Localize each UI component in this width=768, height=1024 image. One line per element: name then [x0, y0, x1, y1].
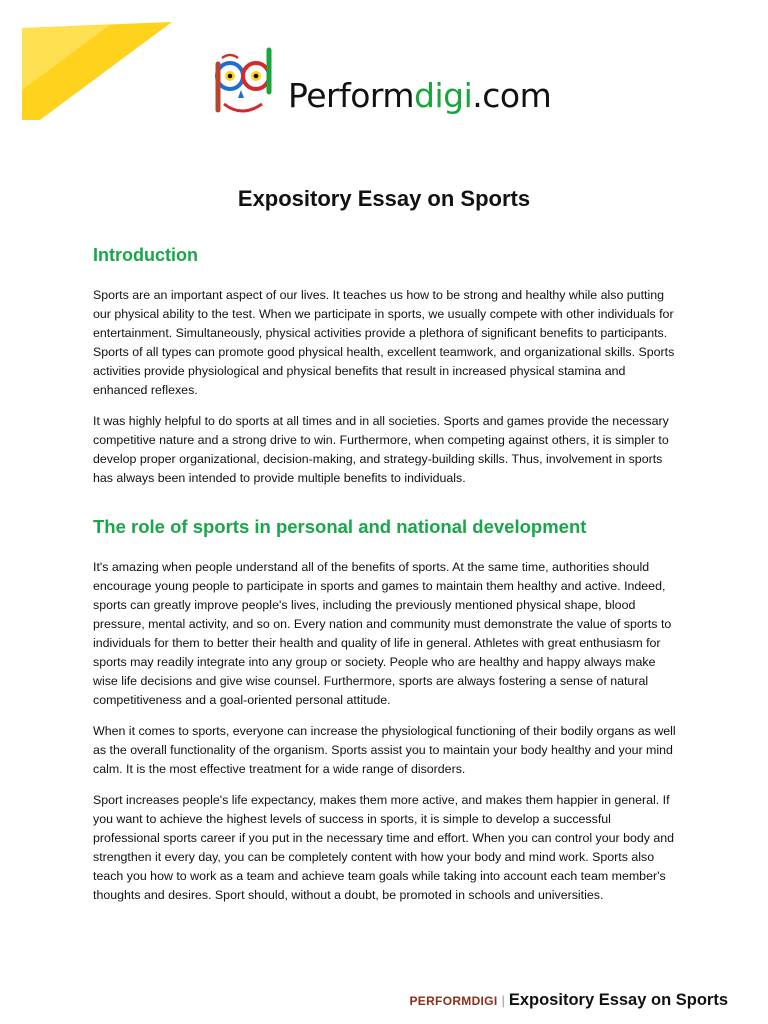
- logo-face-icon: [208, 46, 288, 126]
- section-heading-role-of-sports: The role of sports in personal and national development: [93, 516, 587, 537]
- page-footer: [409, 991, 728, 1010]
- paragraph: When it comes to sports, everyone can increase the physiological functioning of their bodily organs as well as the overall functionality of the organism. Sports assist you to maintain your body healthy and your mind calm. It is the most effective treatment for a wide range of disorders.: [93, 724, 676, 776]
- footer-title: Expository Essay on Sports: [508, 991, 728, 1009]
- paragraph: Sports are an important aspect of our lives. It teaches us how to be strong and healthy while also putting our physical ability to the test. When we participate in sports, we usually compete with other individuals for entertainment. Simultaneously, physical activities provide a plethora of significant benefits to participants. Sports of all types can promote good physical health, excellent teamwork, and organizational skills. Sports activities provide physiological and physical benefits that result in increased physical stamina and enhanced reflexes.: [93, 288, 675, 397]
- site-logo[interactable]: [208, 46, 628, 126]
- paragraph: It was highly helpful to do sports at all times and in all societies. Sports and games provide the necessary competitive nature and a strong drive to win. Furthermore, when competing against others, it is simpler to develop proper organizational, decision-making, and strategy-building skills. Thus, involvement in sports has always been intended to provide multiple benefits to individuals.: [93, 414, 669, 485]
- paragraph: It's amazing when people understand all of the benefits of sports. At the same time, authorities should encourage young people to participate in sports and games to maintain them healthy and active. Indeed, sports can greatly improve people's lives, including the previously mentioned physical shape, blood pressure, mental activity, and so on. Every nation and community must demonstrate the value of sports to individuals for them to better their health and quality of life in general. Athletes with great enthusiasm for sports may readily integrate into any group or society. People who are healthy and happy always make wise life decisions and give wise counsel. Furthermore, sports are always fostering a sense of natural competitiveness and a goal-oriented personal attitude.: [93, 560, 672, 707]
- corner-decoration: [0, 0, 180, 120]
- document-title: Expository Essay on Sports: [237, 186, 531, 211]
- logo-wordmark: [288, 76, 551, 115]
- logo-text-com: .com: [472, 76, 552, 115]
- footer-separator: |: [501, 993, 505, 1008]
- paragraph: Sport increases people's life expectancy, makes them more active, and makes them happier in general. If you want to achieve the highest levels of success in sports, it is simple to develop a successful professional sports career if you put in the necessary time and effort. When you can control your body and strengthen it every day, you can be completely content with how your body and mind work. Sports also teach you how to work as a team and achieve team goals while taking into account each team member's thoughts and desires. Sport should, without a doubt, be promoted in schools and universities.: [93, 793, 675, 902]
- section-heading-introduction: Introduction: [93, 245, 198, 265]
- document-body: [93, 242, 678, 917]
- footer-brand: PERFORMDIGI: [409, 994, 498, 1008]
- logo-text-digi: digi: [414, 76, 473, 115]
- logo-text-perform: Perform: [288, 76, 415, 115]
